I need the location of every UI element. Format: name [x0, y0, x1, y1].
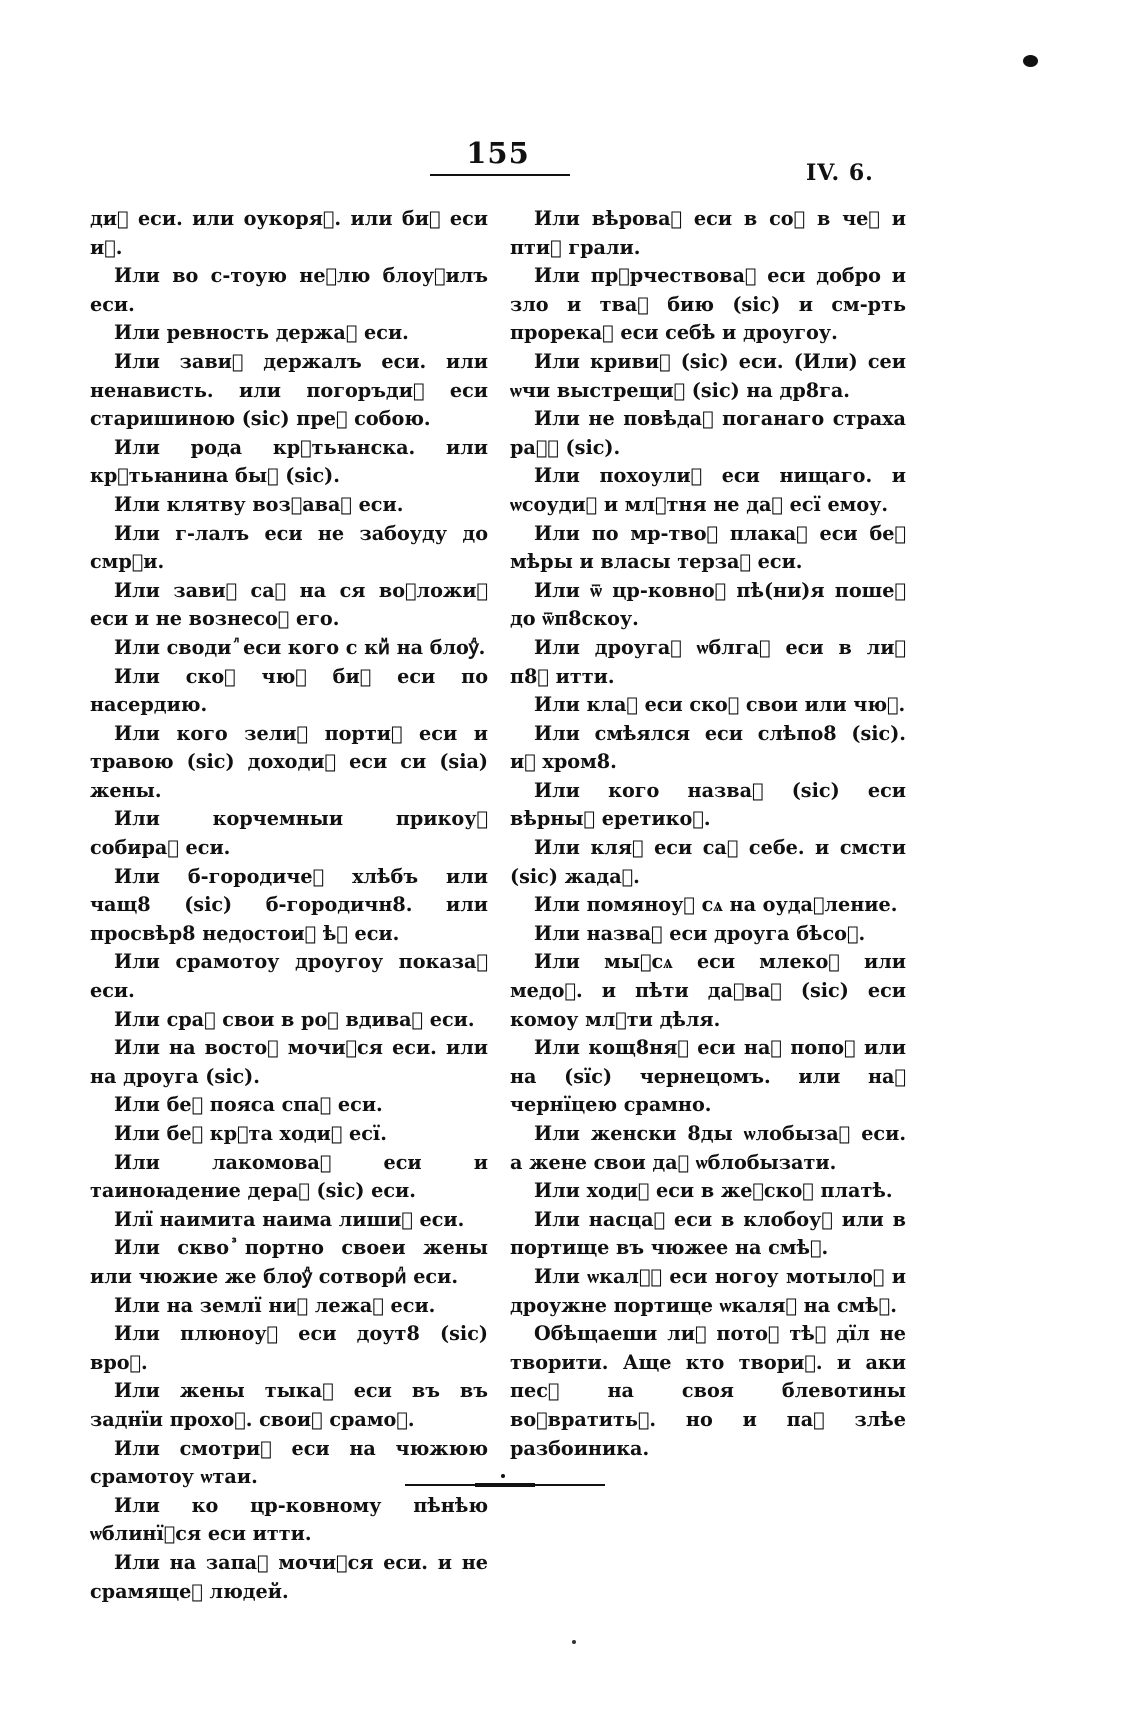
- paragraph: Или во с-тоую неⷣлю блоуⷣилъ еси.: [90, 264, 488, 316]
- paragraph: Или клятву возⷣаваⷧ еси.: [114, 492, 404, 516]
- paragraph: Или клаⷧ еси скоⷮ свои или чюⷨ.: [534, 693, 906, 717]
- end-ornament-rule: [405, 1480, 605, 1488]
- section-reference: IV. 6.: [806, 160, 874, 186]
- paragraph: Или лакомоваⷧ еси и таиноꙗдение дераⷧ (sic) еси.: [90, 1150, 488, 1203]
- paragraph: диⷧ еси. или оукоряⷧ. или биⷧ еси иⷯ.: [90, 207, 488, 259]
- end-rule-right: [535, 1484, 605, 1486]
- paragraph: Или на землї ниⷱ лежаⷧ еси.: [114, 1293, 436, 1317]
- paragraph: Или беⷥ крⷭта ходиⷧ есї.: [114, 1122, 387, 1145]
- paragraph: Или назваⷧ еси дроуга бѣсоⷨ.: [534, 921, 866, 945]
- paragraph: Или жены тыкаⷧ еси въ въ заднїи прохоⷣ. своиⷨ срамоⷨ.: [90, 1379, 488, 1431]
- paragraph: Или ходиⷧ еси в жеⷩскоⷨ платѣ.: [534, 1179, 893, 1203]
- left-column: [90, 205, 488, 1606]
- paragraph: Или завиⷮ саⷨ на ся воⷥложиⷧ еси и не вознесоⷯ его.: [90, 578, 488, 631]
- paragraph: Или ко цр-ковному пѣнѣю ѡблинїⷧся еси итти.: [90, 1493, 488, 1546]
- paragraph: Или помяноуⷧ сѧ на оудаⷭление.: [534, 893, 898, 917]
- paragraph: Илї наимита наима лишиⷧ еси.: [114, 1207, 465, 1231]
- paragraph: Или мыⷧсѧ еси млекоⷨ или медоⷨ. и пѣти даⷥваⷧ (sic) еси комоу млⷭти дѣля.: [510, 950, 906, 1031]
- margin-ink-blot: [1023, 55, 1038, 67]
- paragraph: Или похоулиⷧ еси нищаго. и ѡсоудиⷧ и млⷭтня не даⷧ есї емоу.: [510, 464, 906, 516]
- paragraph: Или г-лалъ еси не забоуду до смрⷮи.: [90, 521, 488, 574]
- paragraph: Или кощ8няⷧ еси наⷣ попоⷨ или на (sїc) чернецомъ. или наⷣ чернїцею срамно.: [510, 1036, 906, 1117]
- paragraph: Или смѣялся еси слѣпо8 (sic). иⷯ хром8.: [510, 721, 906, 774]
- paragraph: Или женски 8ды ѡлобызаⷧ еси. а жене свои даⷧ ѡблобызати.: [510, 1122, 906, 1174]
- paragraph: Или по мр-твоⷨ плакаⷧ еси беⷥ мѣры и власы терзаⷧ еси.: [510, 521, 906, 574]
- paragraph: Или кривиⷧ (sic) еси. (Или) сеи ѡчи выстрещиⷧ (sic) на др8га.: [510, 349, 906, 402]
- paragraph: Или беⷥ пояса спаⷧ еси.: [114, 1093, 383, 1117]
- paragraph: Или рода крⷭтьꙗнска. или крⷭтьꙗнина быⷧ (sic).: [90, 435, 488, 488]
- paragraph: Обѣщаеши лиⷭ потоⷨ тѣⷯ дїл не творити. Аще кто твориⷮ. и аки песⷭ на своя блевотины воⷥвратитьⷭ. но и паⷱ злѣе разбоиника.: [510, 1322, 906, 1460]
- paragraph: Или смотриⷧ еси на чюжюю срамотоу ѡтаи.: [90, 1436, 488, 1489]
- paragraph: Или ревность держаⷧ еси.: [114, 321, 409, 345]
- paragraph: Или плюноуⷧ еси доут8 (sic) вроⷮ.: [90, 1322, 488, 1374]
- end-rule-dot: [501, 1474, 505, 1478]
- paragraph: Или сраⷨ свои в роⷮ вдиваⷧ еси.: [114, 1007, 475, 1031]
- paragraph: Или своди ⷧ еси кого с киⷨ на блоуⷣ.: [114, 635, 486, 659]
- paragraph: Или прⷪрчествоваⷧ еси добро и зло и тваⷬ бию (sic) и см-рть прорекаⷧ еси себѣ и дроугоу.: [510, 264, 906, 345]
- right-column: [510, 205, 906, 1463]
- paragraph: Или ѿ цр-ковноⷢ пѣ(ни)я пошеⷧ до ѿп8скоу.: [510, 578, 906, 631]
- paragraph: Или корчемныи прикоуⷫ собираⷧ еси.: [90, 807, 488, 860]
- page-number: 155: [466, 136, 530, 170]
- page-number-rule: [430, 174, 570, 176]
- stray-ink-dot: [572, 1640, 576, 1644]
- end-rule-center: [475, 1483, 535, 1487]
- paragraph: Или не повѣдаⷧ поганаго страха раⷣⷧ (sic).: [510, 407, 906, 459]
- paragraph: Или скоⷮ чюⷨ биⷧ еси по насердию.: [90, 664, 488, 717]
- paragraph: Или срамотоу дроугоу показаⷧ еси.: [90, 950, 488, 1003]
- end-rule-left: [405, 1484, 475, 1486]
- paragraph: Или кого назваⷧ (sic) еси вѣрныⷯ еретикоⷨ.: [510, 778, 906, 831]
- paragraph: Или б-городичеⷩ хлѣбъ или чащ8 (sic) б-городичн8. или просвѣр8 недостоиⷩ ѣⷧ еси.: [90, 864, 488, 945]
- paragraph: Или на востоⷦ мочиⷧся еси. или на дроуга (sic).: [90, 1036, 488, 1088]
- paragraph: Или дроугаⷢ ѡблгаⷧ еси в лиⷯ п8ⷮ итти.: [510, 635, 906, 688]
- paragraph: Или кого зелиⷨ портиⷧ еси и травою (sic) доходиⷧ еси си (sia) жены.: [90, 721, 488, 802]
- paragraph: Или насцаⷧ еси в клобоуⷦ или в портище въ чюжее на смѣⷯ.: [510, 1207, 906, 1260]
- paragraph: Или вѣроваⷧ еси в соⷩ в чеⷯ и птиⷱ грали.: [510, 207, 906, 259]
- paragraph: Или на запаⷣ мочиⷧся еси. и не срамящеⷭ людей.: [90, 1550, 488, 1603]
- paragraph: Или скво ⷥпортно своеи жены или чюжие же блоуⷣ сотвориⷧ еси.: [90, 1236, 488, 1288]
- paragraph: Или завиⷭ держалъ еси. или ненависть. или погоръдиⷧ еси старишиною (sic) преⷣ собою.: [90, 349, 488, 431]
- paragraph: Или кляⷧ еси саⷨ себе. и смсти (sic) жадаⷧ.: [510, 836, 906, 888]
- paragraph: Или ѡкалѧⷧ еси ногоу мотылоⷨ и дроужне портище ѡкаляⷧ на смѣⷯ.: [510, 1264, 906, 1317]
